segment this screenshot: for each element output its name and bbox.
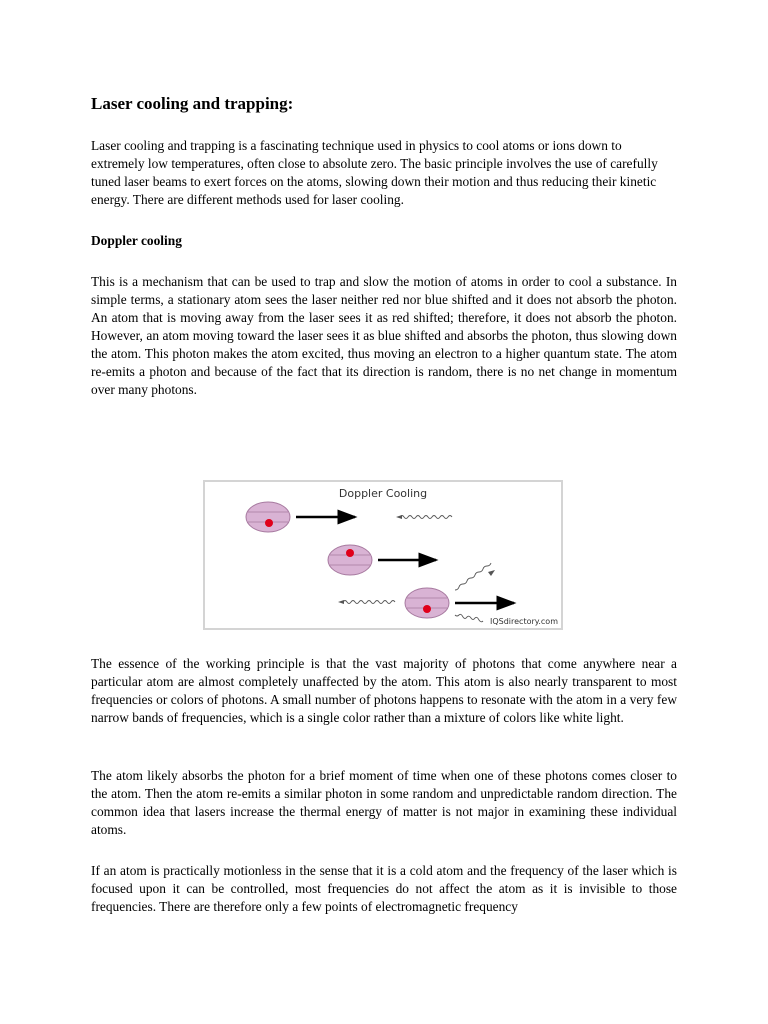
re-emitted-photon	[455, 563, 491, 590]
doppler-cooling-figure	[203, 480, 563, 630]
atom-2	[328, 545, 372, 575]
figure-title: Doppler Cooling	[338, 487, 428, 500]
electron-dot	[265, 519, 273, 527]
electron-dot	[346, 549, 354, 557]
absorbed-photon	[343, 601, 395, 604]
document-title: Laser cooling and trapping:	[91, 94, 294, 113]
motionless-paragraph: If an atom is practically motionless in the sense that it is a cold atom and the frequency of the laser which is focused upon it can be controlled, most frequencies do not affect the atom as it is invisible to those frequencies. There are therefore only a few points of electromagnetic frequency	[91, 863, 677, 914]
essence-paragraph: The essence of the working principle is that the vast majority of photons that come anywhere near a particular atom are almost completely unaffected by the atom. This atom is also nearly transparent to most frequencies or colors of photons. A small number of photons happens to resonate with the atom in a very few narrow bands of frequencies, which is a single color rather than a mixture of colors like white light.	[91, 656, 677, 725]
doppler-paragraph: This is a mechanism that can be used to trap and slow the motion of atoms in order to cool a substance. In simple terms, a stationary atom sees the laser neither red nor blue shifted and it does not absorb the photon. An atom that is moving away from the laser sees it as red shifted; therefore, it does not absorb the photon. However, an atom moving toward the laser sees it as blue shifted and absorbs the photon, thus slowing down the atom. This photon makes the atom excited, thus moving an electron to a higher quantum state. The atom re-emits a photon and because of the fact that its direction is random, there is no net change in momentum over many photons.	[91, 274, 677, 397]
intro-paragraph: Laser cooling and trapping is a fascinating technique used in physics to cool atoms or ions down to extremely low temperatures, often close to absolute zero. The basic principle involves the use of carefully tuned laser beams to exert forces on the atoms, slowing down their motion and thus reducing their kinetic energy. There are different methods used for laser cooling.	[91, 138, 658, 207]
scattered-photon	[455, 614, 483, 621]
figure-credit: IQSdirectory.com	[489, 617, 558, 626]
incoming-photon	[400, 516, 452, 519]
absorb-paragraph: The atom likely absorbs the photon for a brief moment of time when one of these photons comes closer to the atom. Then the atom re-emits a similar photon in some random and unpredictable random direction. The common idea that lasers increase the thermal energy of matter is not major in examining these individual atoms.	[91, 768, 677, 837]
atom-3	[405, 588, 449, 618]
doppler-cooling-diagram	[205, 482, 561, 628]
section-heading: Doppler cooling	[91, 233, 182, 248]
electron-dot	[423, 605, 431, 613]
atom-1	[246, 502, 290, 532]
